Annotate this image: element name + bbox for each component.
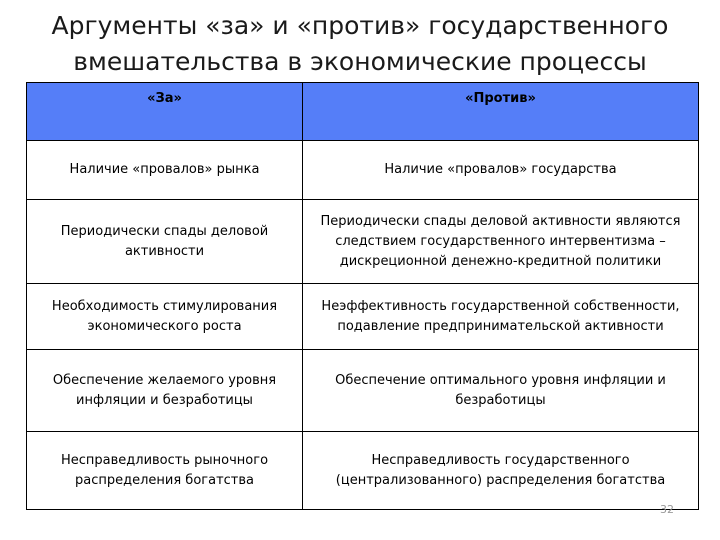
cell-for: Наличие «провалов» рынка (27, 141, 303, 200)
table-row (27, 141, 699, 200)
cell-against: Периодически спады деловой активности являются следствием государственного интервентизма – дискреционной денежно-кредитной политики (303, 200, 699, 284)
header-for: «За» (27, 83, 303, 141)
header-against: «Против» (303, 83, 699, 141)
cell-for: Обеспечение желаемого уровня инфляции и безработицы (27, 350, 303, 432)
table-row (27, 432, 699, 510)
table-row (27, 350, 699, 432)
arguments-table (26, 82, 699, 510)
cell-for: Необходимость стимулирования экономического роста (27, 284, 303, 350)
page-number: 32 (660, 503, 674, 516)
cell-for: Несправедливость рыночного распределения богатства (27, 432, 303, 510)
table-header-row (27, 83, 699, 141)
table-row (27, 284, 699, 350)
cell-against: Несправедливость государственного (централизованного) распределения богатства (303, 432, 699, 510)
slide-title (0, 8, 720, 86)
cell-against: Неэффективность государственной собственности, подавление предпринимательской активности (303, 284, 699, 350)
table-row (27, 200, 699, 284)
slide-title-line1: Аргументы «за» и «против» государственного (51, 11, 669, 40)
cell-for: Периодически спады деловой активности (27, 200, 303, 284)
cell-against: Наличие «провалов» государства (303, 141, 699, 200)
cell-against: Обеспечение оптимального уровня инфляции и безработицы (303, 350, 699, 432)
slide-title-line2: вмешательства в экономические процессы (73, 47, 647, 76)
